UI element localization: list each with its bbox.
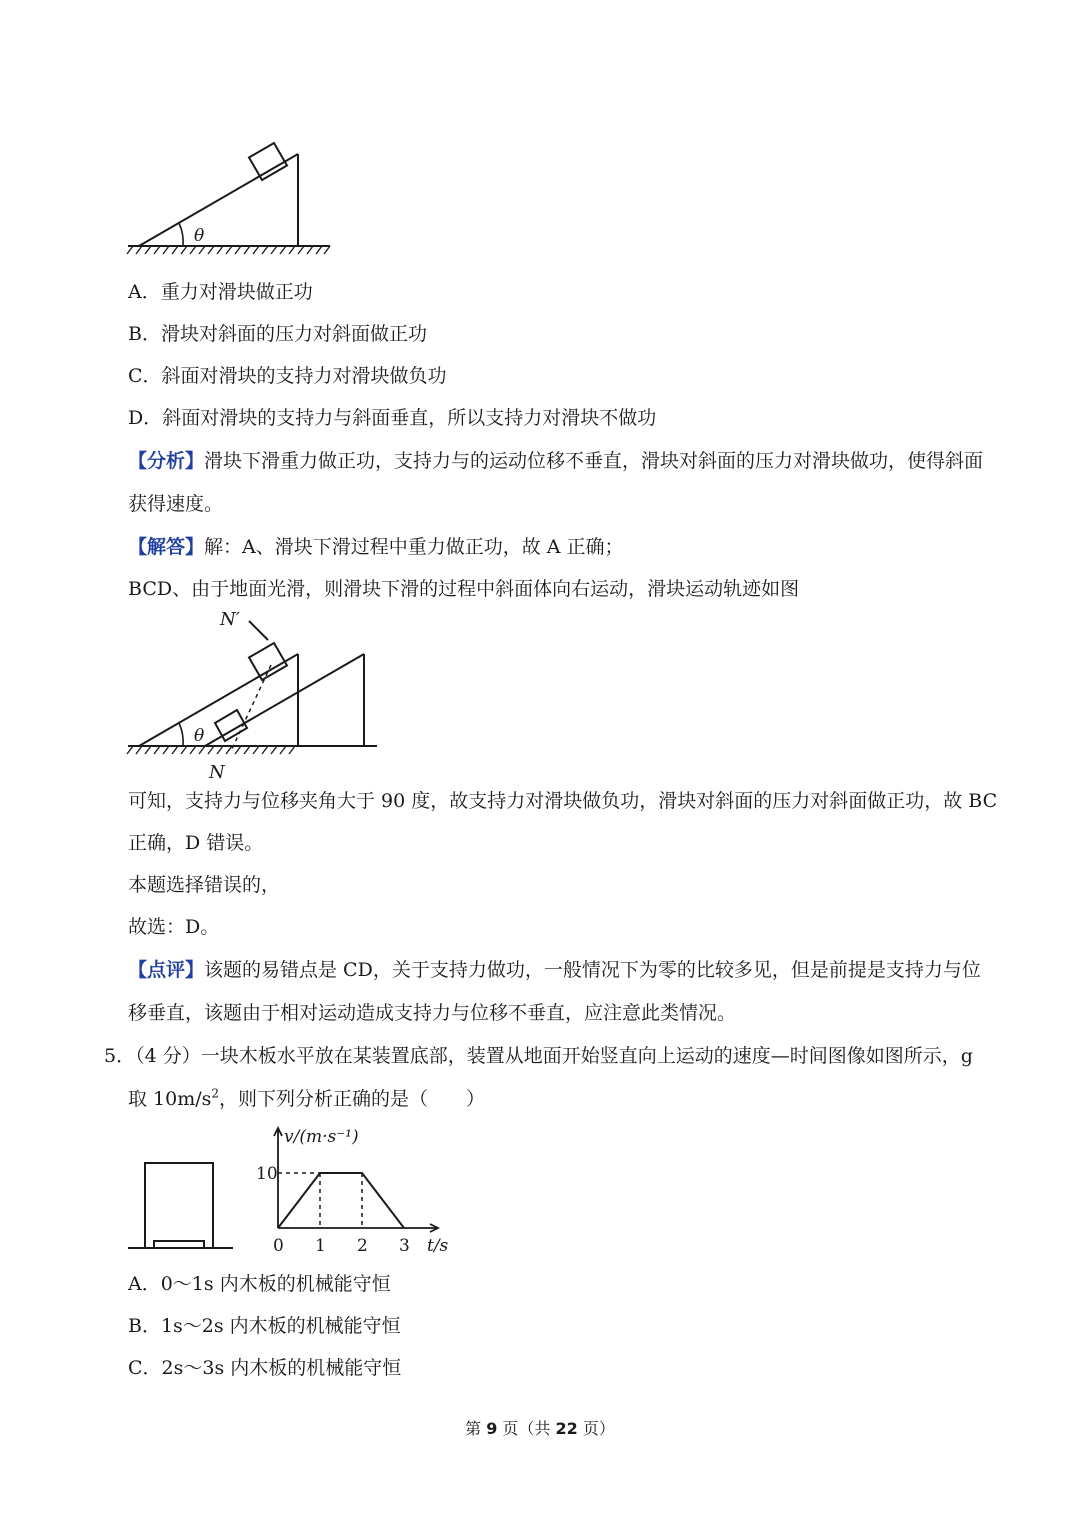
option-c: C．斜面对滑块的支持力对滑块做负功 xyxy=(128,365,447,387)
theta-label-2: θ xyxy=(194,726,205,746)
x-axis-label: t/s xyxy=(427,1236,449,1256)
solution-line-3: 可知，支持力与位移夹角大于 90 度，故支持力对滑块做负功，滑块对斜面的压力对斜面做正功，故 BC xyxy=(128,790,998,812)
velocity-series-line xyxy=(278,1173,404,1228)
incline-figure-2 xyxy=(125,605,385,785)
option-a: A．重力对滑块做正功 xyxy=(128,281,313,303)
solution-line-2: BCD、由于地面光滑，则滑块下滑的过程中斜面体向右运动，滑块运动轨迹如图 xyxy=(128,578,800,600)
solution-line-5: 本题选择错误的， xyxy=(128,874,281,896)
option-d: D．斜面对滑块的支持力与斜面垂直，所以支持力对滑块不做功 xyxy=(128,407,657,429)
comment-tag: 【点评】 xyxy=(128,959,205,981)
analysis-line-2: 获得速度。 xyxy=(128,493,224,515)
x-tick-label: 1 xyxy=(315,1236,326,1256)
analysis-tag: 【分析】 xyxy=(128,450,205,472)
x-tick-label: 3 xyxy=(399,1236,410,1256)
y-axis-label: v/(m·s⁻¹) xyxy=(284,1127,359,1147)
x-tick-label: 0 xyxy=(273,1236,284,1256)
q5-option-b: B．1s～2s 内木板的机械能守恒 xyxy=(128,1315,401,1337)
q5-option-a: A．0～1s 内木板的机械能守恒 xyxy=(128,1273,391,1295)
y-tick-label: 10 xyxy=(256,1164,278,1184)
page-total: 22 xyxy=(555,1419,578,1438)
solution-line-6: 故选：D。 xyxy=(128,916,220,938)
solution-tag: 【解答】 xyxy=(128,536,205,558)
theta-label: θ xyxy=(194,226,205,246)
comment-line-1: 【点评】该题的易错点是 CD，关于支持力做功，一般情况下为零的比较多见，但是前提是支持力与位 xyxy=(128,959,981,981)
q5-option-c: C．2s～3s 内木板的机械能守恒 xyxy=(128,1357,402,1379)
solution-line-4: 正确，D 错误。 xyxy=(128,832,264,854)
n-prime-label: N′ xyxy=(220,609,240,630)
page-footer: 第 9 页（共 22 页） xyxy=(465,1419,615,1438)
question-5-line-2: 取 $10m/s^2$，则下列分析正确的是（ ） xyxy=(128,1086,486,1110)
incline-figure-1 xyxy=(125,140,340,260)
comment-line-2: 移垂直，该题由于相对运动造成支持力与位移不垂直，应注意此类情况。 xyxy=(128,1002,737,1024)
n-label: N xyxy=(209,762,225,783)
solution-line-1: 【解答】解：A、滑块下滑过程中重力做正功，故 A 正确； xyxy=(128,536,624,558)
device-figure xyxy=(125,1155,240,1255)
option-b: B．滑块对斜面的压力对斜面做正功 xyxy=(128,323,427,345)
page-number: 9 xyxy=(486,1419,498,1438)
analysis-line-1: 【分析】滑块下滑重力做正功，支持力与的运动位移不垂直，滑块对斜面的压力对滑块做功，使得斜面 xyxy=(128,450,984,472)
velocity-time-chart xyxy=(250,1118,465,1258)
x-tick-label: 2 xyxy=(357,1236,368,1256)
question-5-line-1: 5．（4 分）一块木板水平放在某装置底部，装置从地面开始竖直向上运动的速度—时间图像如图所示，g xyxy=(104,1045,973,1067)
